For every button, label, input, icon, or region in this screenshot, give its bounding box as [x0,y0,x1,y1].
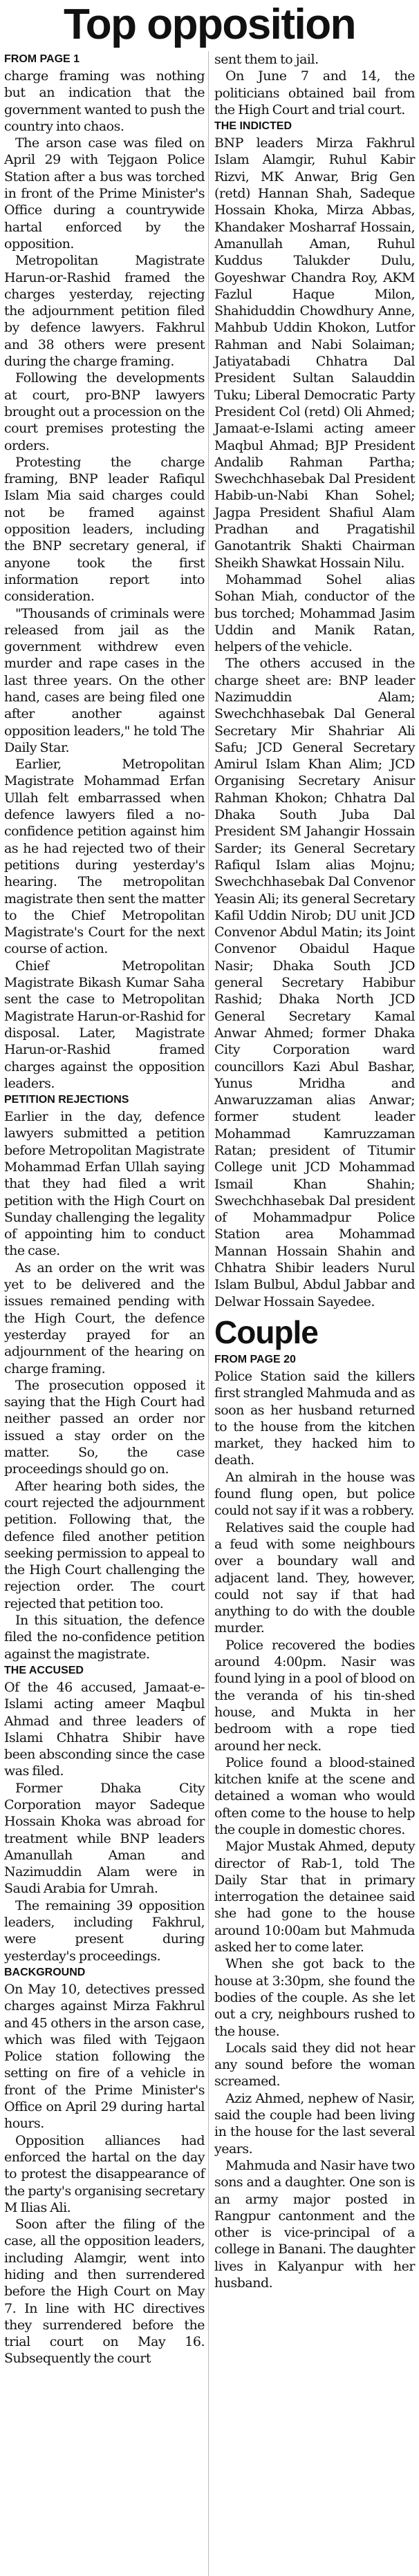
paragraph: The prosecution opposed it saying that the High Court had neither passed an order nor issued a stay order on the matter. So, the case proceedings should go on. [4,1377,205,1477]
paragraph: Police recovered the bodies around 4:00pm. Nasir was found lying in a pool of blood on the veranda of his tin-shed house, and Mukta in her bedroom with a rope tied around her neck. [214,1637,415,1754]
right-column [214,51,415,2576]
paragraph: The others accused in the charge sheet are: BNP leader Nazimuddin Alam; Swechchhasebak Dal General Secretary Mir Shahriar Ali Safu; JCD General Secretary Amirul Islam Khan Alim; JCD Organising Secretary Anisur Rahman Khokon; Chhatra Dal Dhaka South Juba Dal President SM Jahangir Hossain Sarder; its General Secretary Rafiqul Islam alias Mojnu; Swechchhasebak Dal Convenor Yeasin Ali; its general Secretary Kafil Uddin Nirob; DU unit JCD Convenor Abdul Matin; its Joint Convenor Obaidul Haque Nasir; Dhaka South JCD general Secretary Habibur Rashid; Dhaka North JCD General Secretary Kamal Anwar Ahmed; former Dhaka City Corporation ward councillors Kazi Abul Bashar, Yunus Mridha and Anwaruzzaman alias Anwar; former student leader Mohammad Kamruzzaman Ratan; president of Titumir College unit JCD Mohammad Ismail Khan Shahin; Swechchhasebak Dal president of Mohammadpur Police Station area Mohammad Mannan Hossain Shahin and Chhatra Shibir leaders Nurul Islam Bulbul, Abdul Jabbar and Delwar Hossain Sayedee. [214,656,415,1309]
paragraph: Relatives said the couple had a feud with some neighbours over a boundary wall and adjacent land. They, however, could not say if that had anything to do with the double murder. [214,1519,415,1636]
paragraph: As an order on the writ was yet to be delivered and the issues remained pending with the High Court, the defence yesterday prayed for an adjournment of the hearing on charge framing. [4,1260,205,1376]
paragraph: The remaining 39 opposition leaders, including Fakhrul, were present during yesterday's proceedings. [4,1897,205,1964]
paragraph: Earlier in the day, defence lawyers submitted a petition before Metropolitan Magistrate Mohammad Erfan Ullah saying that they had filed a writ petition with the High Court on Sunday challenging the legality of appointing him to conduct the case. [4,1109,205,1259]
subhead-the-indicted: THE INDICTED [214,120,292,133]
paragraph: Metropolitan Magistrate Harun-or-Rashid framed the charges yesterday, rejecting the adjournment petition filed by defence lawyers. Fakhrul and 38 others were present during the charge framing. [4,253,205,370]
paragraph: Soon after the filing of the case, all the opposition leaders, including Alamgir, went into hiding and then surrendered before the High Court on May 7. In line with HC directives they surrendered before the trial court on May 16. Subsequently the court [4,2217,205,2367]
continuation-kicker: FROM PAGE 1 [4,53,80,65]
subhead-the-accused: THE ACCUSED [4,1664,84,1676]
paragraph: Aziz Ahmed, nephew of Nasir, said the couple had been living in the house for the last several years. [214,2090,415,2157]
paragraph: Opposition alliances had enforced the hartal on the day to protest the disappearance of the party's organising secretary M Ilias Ali. [4,2132,205,2215]
paragraph: When she got back to the house at 3:30pm, she found the bodies of the couple. As she let out a cry, neighbours rushed to the house. [214,1956,415,2039]
paragraph: Protesting the charge framing, BNP leader Rafiqul Islam Mia said charges could not be framed against opposition leaders, including the BNP secretary general, if anyone took the first information report into consideration. [4,454,205,605]
paragraph: The arson case was filed on April 29 with Tejgaon Police Station after a bus was torched in front of the Prime Minister's Office during a countrywide hartal enforced by the opposition. [4,135,205,252]
subhead-petition-rejections: PETITION REJECTIONS [4,1094,129,1106]
left-column [4,51,205,2576]
paragraph: sent them to jail. [214,52,319,67]
paragraph: Mohammad Sohel alias Sohan Miah, conductor of the bus torched; Mohammad Jasim Uddin and Manik Ratan, helpers of the vehicle. [214,571,415,655]
paragraph: Police found a blood-stained kitchen knife at the scene and detained a woman who would often come to the house to help the couple in domestic chores. [214,1754,415,1837]
paragraph: Former Dhaka City Corporation mayor Sadeque Hossain Khoka was abroad for treatment while BNP leaders Amanullah Aman and Nazimuddin Alam were in Saudi Arabia for Umrah. [4,1780,205,1897]
paragraph: "Thousands of criminals were released from jail as the government withdrew even murder and rape cases in the last three years. On the other hand, cases are being filed one after another against opposition leaders," he told The Daily Star. [4,605,205,755]
paragraph: charge framing was nothing but an indication that the government wanted to push the country into chaos. [4,68,205,134]
paragraph: BNP leaders Mirza Fakhrul Islam Alamgir, Ruhul Kabir Rizvi, MK Anwar, Brig Gen (retd) Hannan Shah, Sadeque Hossain Khoka, Mirza Abbas, Khandaker Mosharraf Hossain, Amanullah Aman, Ruhul Kuddus Talukder Dulu, Goyeshwar Chandra Roy, AKM Fazlul Haque Milon, Shahiduddin Chowdhury Anne, Mahbub Uddin Khokon, Lutfor Rahman and Nabi Solaiman; Jatiyatabadi Chhatra Dal President Sultan Salauddin Tuku; Liberal Democratic Party President Col (retd) Oli Ahmed; Jamaat-e-Islami acting ameer Maqbul Ahmad; BJP President Andalib Rahman Partha; Swechchhasebak Dal President Habib-un-Nabi Khan Sohel; Jagpa President Shafiul Alam Pradhan and Pragatishil Ganotantrik Shakti Chairman Sheikh Shawkat Hossain Nilu. [214,135,415,571]
couple-kicker: FROM PAGE 20 [214,1353,296,1365]
paragraph: Police Station said the killers first strangled Mahmuda and as soon as her husband returned to the house from the kitchen market, they hacked him to death. [214,1368,415,1468]
paragraph: Chief Metropolitan Magistrate Bikash Kumar Saha sent the case to Metropolitan Magistrate Harun-or-Rashid for disposal. Later, Magistrate Harun-or-Rashid framed charges against the opposition leaders. [4,958,205,1091]
paragraph: An almirah in the house was found flung open, but police could not say if it was a robbery. [214,1469,415,1519]
subhead-background: BACKGROUND [4,1966,86,1978]
column-divider [208,51,209,2576]
paragraph: Earlier, Metropolitan Magistrate Mohammad Erfan Ullah felt embarrassed when defence lawyers filed a no-confidence petition against him as he had rejected two of their petitions during yesterday's hearing. The metropolitan magistrate then sent the matter to the Chief Metropolitan Magistrate's Court for the next course of action. [4,757,205,957]
paragraph: Mahmuda and Nasir have two sons and a daughter. One son is an army major posted in Rangpur cantonment and the other is vice-principal of a college in Banani. The daughter lives in Kalyanpur with her husband. [214,2157,415,2291]
paragraph: Of the 46 accused, Jamaat-e-Islami acting ameer Maqbul Ahmad and three leaders of Islami Chhatra Shibir have been absconding since the case was filed. [4,1679,205,1779]
paragraph: Following the developments at court, pro-BNP lawyers brought out a procession on the court premises protesting the orders. [4,370,205,453]
paragraph: Locals said they did not hear any sound before the woman screamed. [214,2040,415,2090]
paragraph: On May 10, detectives pressed charges against Mirza Fakhrul and 45 others in the arson case, which was filed with Tejgaon Police station following the setting on fire of a vehicle in front of the Prime Minister's Office on April 29 during hartal hours. [4,1981,205,2132]
paragraph: After hearing both sides, the court rejected the adjournment petition. Following that, the defence filed another petition seeking permission to appeal to the High Court challenging the rejection order. The court rejected that petition too. [4,1478,205,1611]
paragraph: Major Mustak Ahmed, deputy director of Rab-1, told The Daily Star that in primary interrogation the detainee said she had gone to the house around 10:00am but Mahmuda asked her to come later. [214,1839,415,1955]
paragraph: On June 7 and 14, the politicians obtained bail from the High Court and trial court. [214,68,415,117]
couple-headline: Couple [214,1314,318,1350]
headline: Top opposition [63,1,356,48]
paragraph: In this situation, the defence filed the no-confidence petition against the magistrate. [4,1613,205,1662]
